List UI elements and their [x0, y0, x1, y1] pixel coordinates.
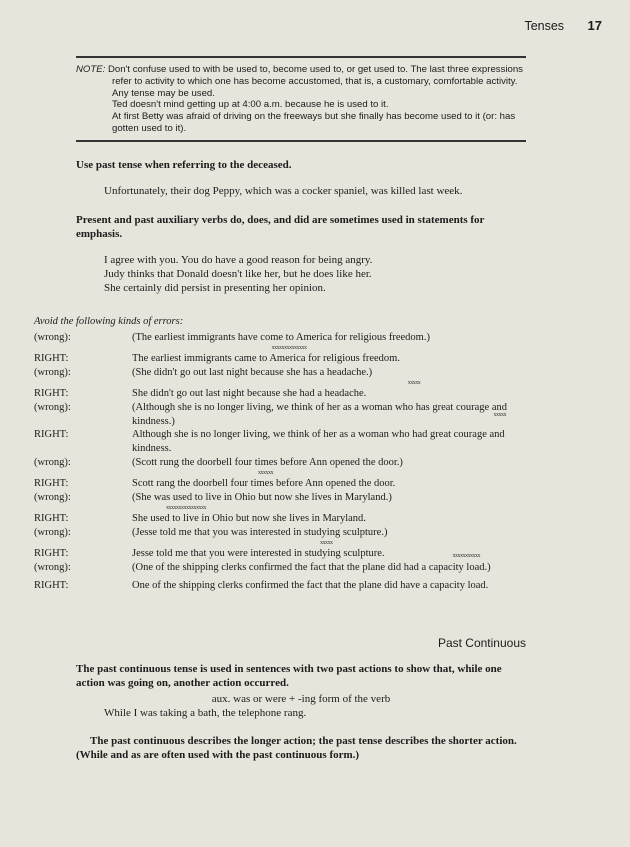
row-label: (wrong): [34, 401, 71, 413]
row-label: RIGHT: [34, 547, 69, 559]
error-list [34, 331, 526, 593]
row-text: (She didn't go out last night because she has a headache.) xxxxx [132, 366, 526, 387]
rule-emphasis [76, 213, 526, 295]
row-text: Scott rang the doorbell four times before Ann opened the door. [132, 478, 396, 490]
list-item [34, 366, 526, 387]
row-label: RIGHT: [34, 429, 69, 441]
list-item [34, 491, 526, 512]
error-marks: xxxxx [320, 539, 333, 546]
note-example-2: At first Betty was afraid of driving on the freeways but she finally has become used to it (or: has gotten used to it). [112, 111, 516, 134]
rule-text: Present and past auxiliary verbs do, does, and did are sometimes used in statements for emphasis. [76, 214, 485, 240]
error-marks: xxxxxxxxxxx [452, 552, 480, 559]
note-text: Don't confuse used to with be used to, become used to, or get used to. The last three expressions refer to activity to which one has become accustomed, that is, a customary, comfortable activity. Any tense may be used. [108, 64, 523, 99]
section-intro: The past continuous tense is used in sentences with two past actions to show that, while one action was going on, another action occurred. [76, 663, 502, 689]
list-item [34, 331, 526, 352]
row-text: Although she is no longer living, we think of her as a woman who had great courage and kindness. [132, 429, 505, 455]
row-text: (Although she is no longer living, we think of her as a woman who has great courage and kindness.) [132, 401, 507, 427]
list-item [34, 579, 526, 593]
formula: aux. was or were + -ing form of the verb [211, 693, 391, 705]
section-note: The past continuous describes the longer action; the past tense describes the shorter action. (While and as are often used with the past continuous form.) [76, 735, 517, 761]
list-item [34, 387, 526, 401]
list-item [34, 512, 526, 526]
row-label: (wrong): [34, 561, 71, 573]
row-text: (Scott rung the doorbell four times before Ann opened the door.) xxxxxx [132, 456, 526, 477]
error-marks: xxxxxxxxxxxxxxxx [166, 504, 206, 511]
error-marks: xxxxx [493, 412, 506, 419]
note-box [76, 56, 526, 142]
note-example-1: Ted doesn't mind getting up at 4:00 a.m. because he is used to it. [112, 99, 389, 111]
row-label: RIGHT: [34, 387, 69, 399]
row-label: (wrong): [34, 526, 71, 538]
section-heading: Past Continuous [437, 636, 526, 650]
past-continuous-section [76, 662, 526, 762]
section-example: While I was taking a bath, the telephone rang. [104, 707, 307, 719]
rule-example: Judy thinks that Donald doesn't like her, but he does like her. [104, 268, 372, 280]
note-paragraph [76, 64, 526, 99]
list-item [34, 526, 526, 547]
rule-example: Unfortunately, their dog Peppy, which was a cocker spaniel, was killed last week. [104, 185, 463, 197]
list-item [34, 456, 526, 477]
error-marks: xxxxxxxxxxxxxx [271, 344, 307, 351]
row-text: She used to live in Ohio but now she lives in Maryland. [132, 512, 366, 524]
page-number: 17 [587, 18, 602, 33]
rule-example: I agree with you. You do have a good reason for being angry. [104, 254, 373, 266]
row-label: RIGHT: [34, 579, 69, 591]
rule-example: She certainly did persist in presenting her opinion. [104, 282, 326, 294]
error-marks: xxxxx [407, 379, 421, 386]
row-text: (Jesse told me that you was interested in studying sculpture.) xxxxx [132, 526, 526, 547]
note-label: NOTE: [76, 64, 106, 75]
avoid-errors-title: Avoid the following kinds of errors: [34, 316, 184, 327]
row-label: RIGHT: [34, 512, 69, 524]
row-label: (wrong): [34, 457, 71, 469]
row-label: (wrong): [34, 332, 71, 343]
list-item [34, 428, 526, 456]
row-text: The earliest immigrants came to America for religious freedom. [132, 352, 400, 364]
row-text: (One of the shipping clerks confirmed the fact that the plane did had a capacity load.) xxxxxxxxxxx [132, 561, 526, 575]
error-marks: xxxxxx [258, 470, 273, 477]
rule-text: Use past tense when referring to the deceased. [76, 159, 292, 171]
chapter-title: Tenses [524, 19, 565, 33]
row-label: RIGHT: [34, 352, 69, 364]
list-item [34, 477, 526, 491]
running-header [524, 18, 602, 33]
row-label: (wrong): [34, 492, 71, 504]
row-label: (wrong): [34, 366, 71, 378]
row-text: She didn't go out last night because she had a headache. [132, 387, 367, 399]
list-item [34, 352, 526, 366]
rule-deceased [76, 158, 526, 198]
row-text: One of the shipping clerks confirmed the fact that the plane did have a capacity load. [132, 579, 489, 591]
row-text: (She was used to live in Ohio but now she lives in Maryland.) xxxxxxxxxxxxxxxx [132, 491, 526, 512]
row-text: Jesse told me that you were interested in studying sculpture. [132, 547, 385, 559]
row-text: (The earliest immigrants have come to America for religious freedom.) xxxxxxxxxxxxxx [132, 331, 526, 352]
row-label: RIGHT: [34, 478, 69, 490]
